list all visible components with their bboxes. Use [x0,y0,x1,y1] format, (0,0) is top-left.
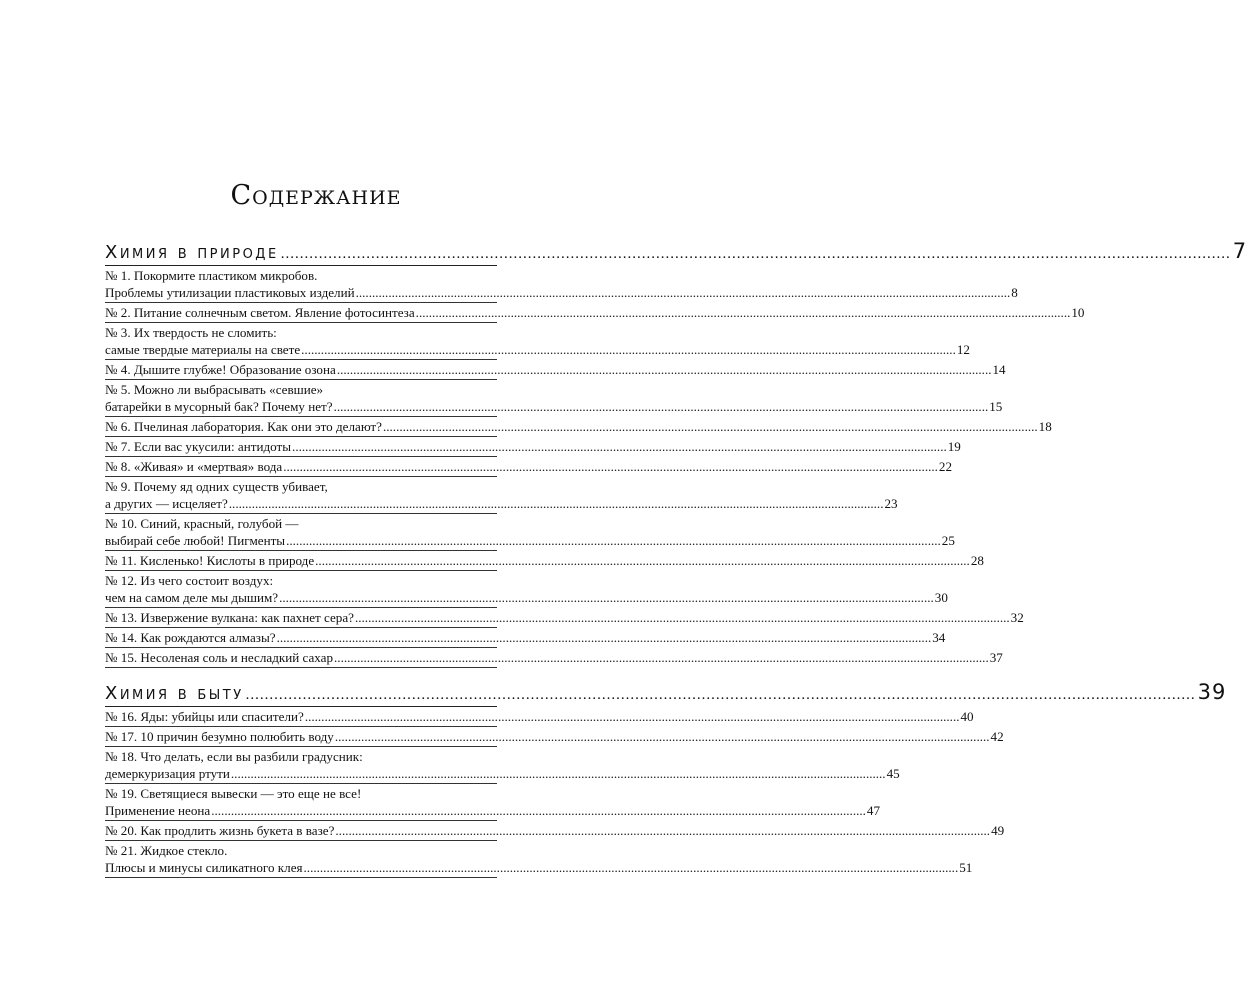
entry-title-line: № 10. Синий, красный, голубой — [105,516,299,531]
entry-page-number: 42 [990,729,1004,744]
dot-leader: ........................................................................................................................................................................................................ [301,342,956,357]
entry-title-line: № 13. Извержение вулкана: как пахнет сера? [105,610,354,625]
entry-title-line: № 9. Почему яд одних существ убивает, [105,479,328,494]
entry-title-line: № 15. Несоленая соль и несладкий сахар [105,650,334,665]
toc-entry[interactable] [105,747,900,784]
entry-page-number: 14 [992,362,1006,377]
toc-entry[interactable] [105,417,1052,437]
entry-page-number: 40 [960,709,974,724]
dot-leader: ........................................................................................................................................................................................................ [415,305,1071,320]
toc-entry[interactable] [105,571,948,608]
entry-title-line: № 6. Пчелиная лаборатория. Как они это делают? [105,419,382,434]
dot-leader: ........................................................................................................................................................................................................ [276,630,932,645]
entry-page-number: 45 [886,766,900,781]
entry-title-line: а других — исцеляет? [105,496,228,511]
toc-entry[interactable] [105,841,973,878]
dot-leader: ........................................................................................................................................................................................................ [245,687,1196,703]
dot-leader: ........................................................................................................................................................................................................ [334,729,990,744]
toc-entry[interactable] [105,457,953,477]
dot-leader: ........................................................................................................................................................................................................ [303,860,959,875]
entry-title-line: Проблемы утилизации пластиковых изделий [105,285,355,300]
toc-entry[interactable] [105,303,1085,323]
toc-entry[interactable] [105,477,898,514]
entry-title-line: № 2. Питание солнечным светом. Явление фотосинтеза [105,305,415,320]
dot-leader: ........................................................................................................................................................................................................ [230,766,886,781]
dot-leader: ........................................................................................................................................................................................................ [334,650,989,665]
section-heading[interactable] [105,238,1247,266]
entry-page-number: 8 [1011,285,1018,300]
entry-title-line: № 11. Кисленько! Кислоты в природе [105,553,315,568]
toc-entry[interactable] [105,628,946,648]
toc-entry[interactable] [105,784,880,821]
dot-leader: ........................................................................................................................................................................................................ [315,553,970,568]
page-title: Содержание [230,180,402,211]
entry-title-line: батарейки в мусорный бак? Почему нет? [105,399,333,414]
entry-page-number: 15 [989,399,1003,414]
entry-page-number: 18 [1038,419,1052,434]
dot-leader: ........................................................................................................................................................................................................ [283,459,938,474]
entry-page-number: 47 [866,803,880,818]
dot-leader: ........................................................................................................................................................................................................ [211,803,866,818]
entry-title-line: № 4. Дышите глубже! Образование озона [105,362,336,377]
dot-leader: ........................................................................................................................................................................................................ [280,246,1231,262]
entry-title-line: № 12. Из чего состоит воздух: [105,573,274,588]
entry-title-line: № 16. Яды: убийцы или спасители? [105,709,304,724]
toc-entry[interactable] [105,707,974,727]
entry-title-line: № 5. Можно ли выбрасывать «севшие» [105,382,324,397]
entry-page-number: 30 [934,590,948,605]
toc-entry[interactable] [105,266,1018,303]
entry-title-line: № 1. Покормите пластиком микробов. [105,268,318,283]
entry-title-line: № 3. Их твердость не сломить: [105,325,277,340]
entry-title-line: Применение неона [105,803,211,818]
dot-leader: ........................................................................................................................................................................................................ [336,362,992,377]
dot-leader: ........................................................................................................................................................................................................ [354,610,1010,625]
toc-entry[interactable] [105,727,1004,747]
dot-leader: ........................................................................................................................................................................................................ [292,439,947,454]
entry-title-line: № 14. Как рождаются алмазы? [105,630,276,645]
section-page-number: 39 [1197,680,1227,704]
entry-title-line: чем на самом деле мы дышим? [105,590,279,605]
entry-title-line: № 18. Что делать, если вы разбили градусник: [105,749,363,764]
entry-page-number: 49 [991,823,1005,838]
toc-entry[interactable] [105,360,1006,380]
toc-entry[interactable] [105,608,1024,628]
entry-title-line: № 7. Если вас укусили: антидоты [105,439,292,454]
entry-page-number: 51 [959,860,973,875]
dot-leader: ........................................................................................................................................................................................................ [333,399,989,414]
dot-leader: ........................................................................................................................................................................................................ [228,496,884,511]
entry-title-line: № 19. Светящиеся вывески — это еще не все! [105,786,362,801]
dot-leader: ........................................................................................................................................................................................................ [335,823,991,838]
entry-title-line: Плюсы и минусы силикатного клея [105,860,303,875]
toc-entry[interactable] [105,551,984,571]
toc-section [105,238,1247,668]
table-of-contents [105,238,1247,878]
entry-page-number: 10 [1071,305,1085,320]
entry-title-line: демеркуризация ртути [105,766,230,781]
entry-title-line: самые твердые материалы на свете [105,342,301,357]
toc-entry[interactable] [105,514,955,551]
dot-leader: ........................................................................................................................................................................................................ [286,533,941,548]
toc-entry[interactable] [105,648,1003,668]
dot-leader: ........................................................................................................................................................................................................ [304,709,960,724]
entry-page-number: 34 [932,630,946,645]
dot-leader: ........................................................................................................................................................................................................ [355,285,1011,300]
entry-page-number: 12 [956,342,970,357]
entry-title-line: № 20. Как продлить жизнь букета в вазе? [105,823,335,838]
entry-page-number: 22 [938,459,953,474]
entry-page-number: 23 [884,496,898,511]
toc-entry[interactable] [105,821,1005,841]
entry-title-line: № 17. 10 причин безумно полюбить воду [105,729,334,744]
toc-entry[interactable] [105,380,1003,417]
toc-entry[interactable] [105,323,970,360]
entry-title-line: № 8. «Живая» и «мертвая» вода [105,459,283,474]
entry-title-line: выбирай себе любой! Пигменты [105,533,286,548]
entry-page-number: 25 [941,533,955,548]
entry-page-number: 32 [1010,610,1024,625]
dot-leader: ........................................................................................................................................................................................................ [279,590,934,605]
entry-page-number: 37 [989,650,1003,665]
dot-leader: ........................................................................................................................................................................................................ [382,419,1038,434]
section-page-number: 7 [1232,239,1247,263]
entry-page-number: 19 [947,439,961,454]
section-title: Химия в природе [105,242,279,263]
toc-entry[interactable] [105,437,961,457]
toc-section [105,679,1227,878]
entry-page-number: 28 [970,553,984,568]
section-title: Химия в быту [105,683,244,704]
entry-title-line: № 21. Жидкое стекло. [105,843,228,858]
section-heading[interactable] [105,679,1227,707]
